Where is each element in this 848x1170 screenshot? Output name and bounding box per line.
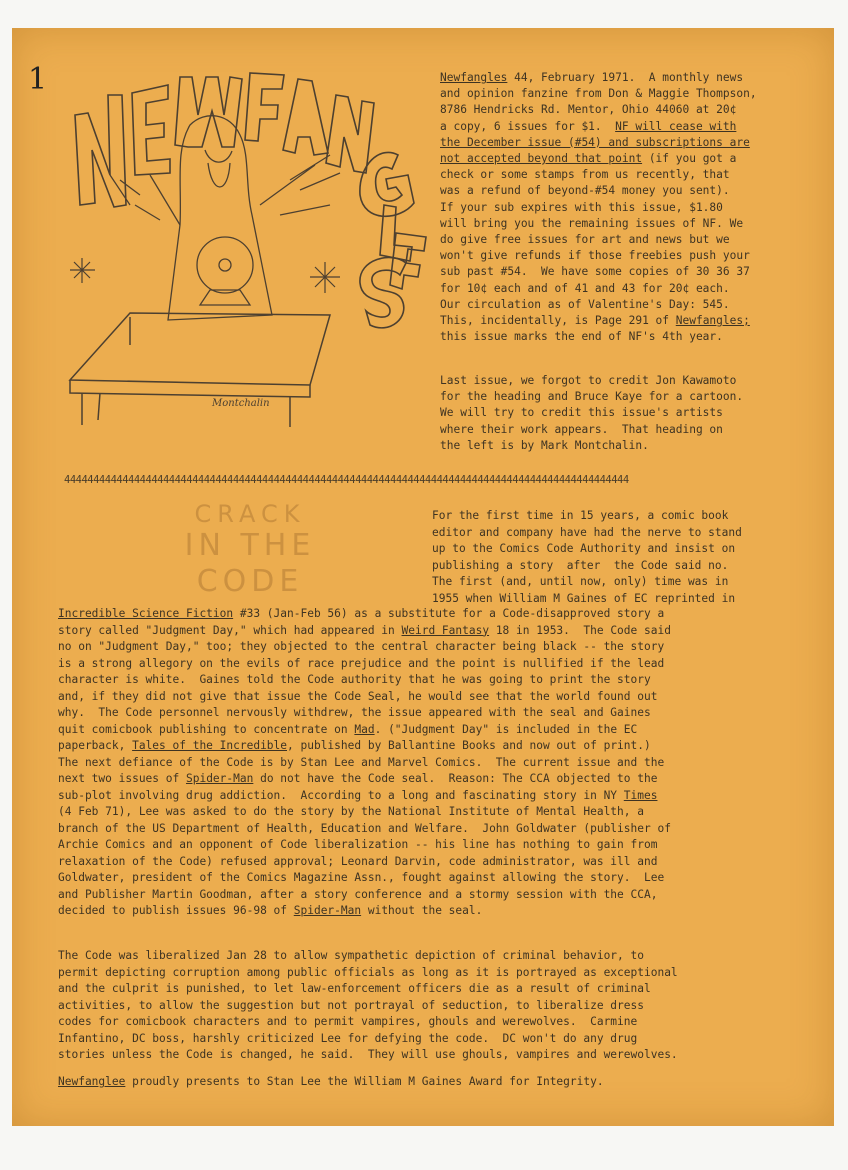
article-opening: For the first time in 15 years, a comic book editor and company have had the nerve to stand up to the Comics Code Authority and insist on publishing a story after the Code said no. The first (and, until now, only) time was in 1955 when William M Gaines of EC reprinted in	[432, 509, 742, 605]
page-margin-mark: 1	[28, 62, 48, 97]
newfangles-heading-illustration	[40, 55, 430, 455]
zine-title: Newfangles	[440, 71, 508, 84]
artist-signature: Montchalin	[212, 398, 270, 409]
code-liberalization-paragraph: The Code was liberalized Jan 28 to allow sympathetic depiction of criminal behavior, to permit depicting corruption among public officials as long as it is portrayed as exceptional and the culprit is punished, to let law-enforcement officers die as a result of criminal activities, to allow the suggestion but not portrayal of seduction, to liberalize dress codes for comicbook characters and to permit vampires, ghouls and werewolves. Carmine Infantino, DC boss, harshly criticized Lee for defying the code. DC won't do any drug stories unless the Code is changed, he said. They will use ghouls, vampires and werewolves.	[58, 949, 678, 1061]
article-body: Incredible Science Fiction #33 (Jan-Feb 56) as a substitute for a Code-disapproved story a story called "Judgment Day," which had appeared in Weird Fantasy 18 in 1953. The Code said no on "Judgment Day," too; they objected to the central character being black -- the story is a strong allegory on the evils of race prejudice and the point is nullified if the lead character is white. Gaines told the Code authority that he was going to print the story and, if they did not give that issue the Code Seal, he would see that the world found out why. The Code personnel nervously withdrew, the issue appeared with the seal and Gaines quit comicbook publishing to concentrate on Mad. ("Judgment Day" is included in the EC paperback, Tales of the Incredible, published by Ballantine Books and now out of print.) The next defiance of the Code is by Stan Lee and Marvel Comics. The current issue and the next two issues of Spider-Man do not have the Code seal. Reason: The CCA objected to the sub-plot involving drug addiction. According to a long and fascinating story in NY Times (4 Feb 71), Lee was asked to do the story by the National Institute of Mental Health, a branch of the US Department of Health, Education and Welfare. John Goldwater (publisher of Archie Comics and an opponent of Code liberalization -- his line has nothing to gain from relaxation of the Code) refused approval; Leonard Darvin, code administrator, was ill and Goldwater, president of the Comics Magazine Assn., fought against allowing the story. Lee and Publisher Martin Goodman, after a story conference and a stormy session with the CCA, decided to publish issues 96-98 of Spider-Man without the seal.	[58, 607, 671, 917]
award-line: Newfanglee proudly presents to Stan Lee the William M Gaines Award for Integrity.	[58, 1075, 604, 1088]
credits-paragraph: Last issue, we forgot to credit Jon Kawamoto for the heading and Bruce Kaye for a cartoon. We will try to credit this issue's artists where their work appears. That heading on the left is by Mark Montchalin.	[440, 374, 744, 452]
intro-paragraph: Newfangles 44, February 1971. A monthly news and opinion fanzine from Don & Maggie Thompson, 8786 Hendricks Rd. Mentor, Ohio 44060 at 20¢ a copy, 6 issues for $1. NF will cease with the December issue (#54) and subscriptions are not accepted beyond that point (if you got a check or some stamps from us recently, that was a refund of beyond-#54 money you sent). If your sub expires with this issue, $1.80 will bring you the remaining issues of NF. We do give free issues for art and news but we won't give refunds if those freebies push your sub past #54. We have some copies of 30 36 37 for 10¢ each and of 41 and 43 for 20¢ each. Our circulation as of Valentine's Day: 545. This, incidentally, is Page 291 of Newfangles; this issue marks the end of NF's 4th year.	[440, 71, 757, 344]
section-divider: 4444444444444444444444444444444444444444444444444444444444444444444444444444444444444444444444444	[64, 474, 629, 486]
crack-in-the-code-heading: CRACK IN THE CODE	[184, 500, 316, 599]
